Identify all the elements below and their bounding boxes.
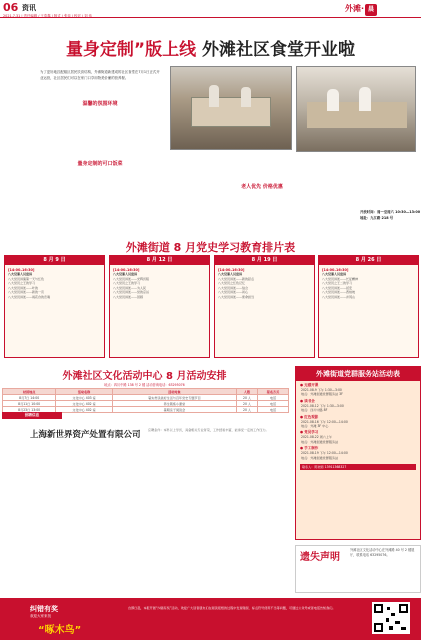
- recruitment-col-2: 应聘条件：本科以上学历，具备相关专业背景，工作经验丰富，能承受一定的工作压力。: [148, 428, 269, 432]
- schedule-time: [14:00–16:30]: [218, 268, 245, 272]
- column-header: 活动名称: [56, 389, 112, 395]
- column-header: 人数: [237, 389, 258, 395]
- schedule-item: 八大党员之王二的学习: [322, 281, 353, 286]
- schedule-card: [214, 255, 315, 358]
- headline-black: 外滩社区食堂开业啦: [202, 40, 356, 60]
- cell: 20 人: [237, 401, 258, 407]
- footer-title: 纠错有奖: [30, 605, 58, 613]
- cell: 暑期亲子阅读会: [112, 407, 236, 413]
- schedule-title: 外滩街道 8 月党史学习教育排片表: [125, 241, 296, 254]
- schedule-date: 8 月 9 日: [5, 256, 104, 265]
- map-line: 地点：外滩街道党群服务站: [301, 455, 339, 460]
- schedule-time: [14:00–16:30]: [8, 268, 35, 272]
- map-heading: ● 红色观影: [300, 414, 319, 419]
- map-heading: ● 无感开课: [300, 383, 319, 387]
- lost-found-body: 外滩社区文化活动中心在外滩路 40 号 2 楼展厅，联系电话 63295076。: [350, 548, 415, 557]
- schedule-item: 八大党员讲述——党的宗旨: [113, 290, 150, 295]
- cell: 文化中心 402 室: [56, 407, 112, 413]
- article-body-4: [232, 158, 292, 230]
- cell: 文化中心 402 室: [56, 401, 112, 407]
- schedule-date: 8 月 12 日: [110, 256, 209, 265]
- brand-logo: [345, 3, 377, 16]
- qr-code-icon: [372, 602, 410, 634]
- headline-red: 量身定制”版上线: [65, 40, 197, 60]
- map-line: 地点：外滩 3F 中心: [301, 424, 329, 429]
- schedule-item: 八大党员讲述——初心: [218, 290, 249, 295]
- article-body-1: [40, 110, 160, 150]
- schedule-card: [4, 255, 105, 358]
- cell: 电话: [257, 407, 288, 413]
- schedule-item: 八大党员之王的学习: [113, 281, 141, 286]
- schedule-item: 八大党员讲述——回顾: [113, 294, 144, 299]
- schedule-heading: 八大党课人员宣讲: [8, 272, 33, 276]
- schedule-item: 八大党员讲述——西柏坡: [322, 290, 356, 295]
- canteen-address: 地址：九江路 218 号: [360, 216, 394, 220]
- article-body-6: [360, 158, 418, 204]
- culture-title: 外滩社区文化活动中心 8 月活动安排: [62, 371, 227, 382]
- recruitment-col-1: [4, 444, 142, 588]
- canteen-photo-1: [170, 66, 292, 150]
- cell: 8月23日 13:00: [3, 407, 56, 413]
- schedule-heading: 八大党课人员宣讲: [322, 272, 347, 276]
- page-meta: 2021.7.31 | 责任编辑 / 王泰鑫 | 版式 / 张蕊 | 校对 / 刘 伟: [3, 14, 92, 18]
- page-number: 06: [3, 1, 19, 14]
- culture-note: 地点：四川中路 138 号 2 楼 活动咨询电话：63295076: [104, 383, 185, 387]
- cell: 暑实赏读美好生活与百年党史专题节目: [112, 395, 236, 401]
- schedule-item: 八大党员讲述——叶的: [8, 285, 39, 290]
- schedule-item: 八大党员讲述——延安: [322, 285, 353, 290]
- cell: 8月11日 10:00: [3, 401, 56, 407]
- brand-seal: 晨: [365, 4, 377, 16]
- cell: 20 人: [237, 395, 258, 401]
- map-line: 地点：四川中路 8F: [301, 408, 328, 413]
- section-label: 资讯: [22, 4, 36, 12]
- map-heading: ● 读书会: [300, 398, 315, 403]
- map-line: 地点：外滩街道党群服务站: [301, 439, 339, 444]
- schedule-card: [318, 255, 419, 358]
- schedule-item: 八大党员讲述——光辉历程: [113, 276, 150, 281]
- footer-brand: “啄木鸟”: [38, 625, 82, 636]
- canteen-hours: 开放时间：周一至周六 10:30—13:00: [360, 210, 421, 214]
- schedule-item: 八大党员讲述——新的一页: [8, 290, 45, 295]
- cell: 8月7日 14:00: [3, 395, 56, 401]
- schedule-date: 8 月 26 日: [319, 256, 418, 265]
- schedule-item: 八大党员之红色记忆: [218, 281, 246, 286]
- column-header: 时间地点: [3, 389, 56, 395]
- recruitment-bar: 招聘信息: [2, 412, 62, 419]
- cell: 电话: [257, 401, 288, 407]
- schedule-date: 8 月 19 日: [215, 256, 314, 265]
- article-body-5: [296, 158, 356, 230]
- map-line: 2021.08.9 下午 1:30—3:00: [301, 388, 342, 392]
- schedule-time: [14:00–16:30]: [322, 268, 349, 272]
- schedule-item: 八大党员之王的学习: [8, 281, 36, 286]
- party-service-map: [295, 366, 421, 540]
- schedule-item: 八大党员讲述——长征精神: [322, 276, 359, 281]
- subhead-environment: 温馨的氛围环境: [82, 101, 118, 107]
- schedule-item: 八大党员讲述——为人民: [113, 285, 147, 290]
- map-line: 2021.08.12 下午 1:30—3:00: [301, 403, 344, 408]
- map-contact: 联系人：陈老师 13911368327: [300, 464, 416, 470]
- map-line: 地点：外滩街道党群服务站 3F: [301, 392, 343, 397]
- map-line: 2021.08.19 下午 12:00—14:00: [301, 451, 348, 456]
- canteen-photo-2: [296, 66, 416, 152]
- schedule-item: 八大党员讲述——新的起点: [218, 276, 255, 281]
- subhead-food: 量身定制的可口饭菜: [77, 161, 123, 167]
- cell: 文化中心 403 室: [56, 395, 112, 401]
- column-header: 报名方式: [257, 389, 288, 395]
- schedule-item: 八大党员讲演第一天与红色: [8, 276, 45, 281]
- schedule-item: 八大党员讲述——信念: [218, 285, 249, 290]
- article-body-2: [40, 170, 160, 230]
- company-name: 上海新世界资产处置有限公司: [30, 430, 141, 440]
- article-lead: 为了更好地匹配辖区居民饮食结构，外滩街道新建成的社区食堂在7月1日正式开业运营，社区居民们可以在家门口享用物美价廉的营养餐。: [40, 70, 160, 80]
- map-line: 2021.08.22 周六上午: [301, 435, 333, 440]
- brand-text: 外滩·: [345, 4, 365, 13]
- footer-subtitle: 欢迎大家来找: [30, 614, 51, 618]
- lost-found-title: 遗失声明: [300, 552, 340, 563]
- map-heading: ● 党员学习: [300, 430, 319, 435]
- subhead-elder: 老人优先 价格优惠: [241, 184, 283, 190]
- map-line: 2021.08.16 下午 12:00—14:00: [301, 419, 348, 424]
- cell: 养生锻炼小课堂: [112, 401, 236, 407]
- schedule-item: 八大党员讲述——使命担当: [218, 294, 255, 299]
- article-body-3: [170, 158, 226, 230]
- map-title: 外滩街道党群服务站活动表: [296, 367, 420, 381]
- schedule-time: [14:00–16:30]: [113, 268, 140, 272]
- culture-table: [2, 388, 289, 413]
- cell: 20 人: [237, 407, 258, 413]
- map-heading: ● 手工制作: [300, 446, 319, 451]
- schedule-heading: 八大党课人员宣讲: [218, 272, 243, 276]
- footer-body: 自即日起，本报开展“纠错有奖”活动，欢迎广大读者朋友们在阅读报纸的过程中发现错误、标点符号使用不当等问题，可通过公众号或者电话告知我们。: [128, 606, 336, 610]
- schedule-heading: 八大党课人员宣讲: [113, 272, 138, 276]
- cell: 电话: [257, 395, 288, 401]
- schedule-item: 八大党员讲述——雨花台的忠魂: [8, 294, 51, 299]
- column-header: 活动对象: [112, 389, 236, 395]
- main-headline: [0, 35, 421, 60]
- schedule-item: 八大党员讲述——井冈山: [322, 294, 356, 299]
- schedule-card: [109, 255, 210, 358]
